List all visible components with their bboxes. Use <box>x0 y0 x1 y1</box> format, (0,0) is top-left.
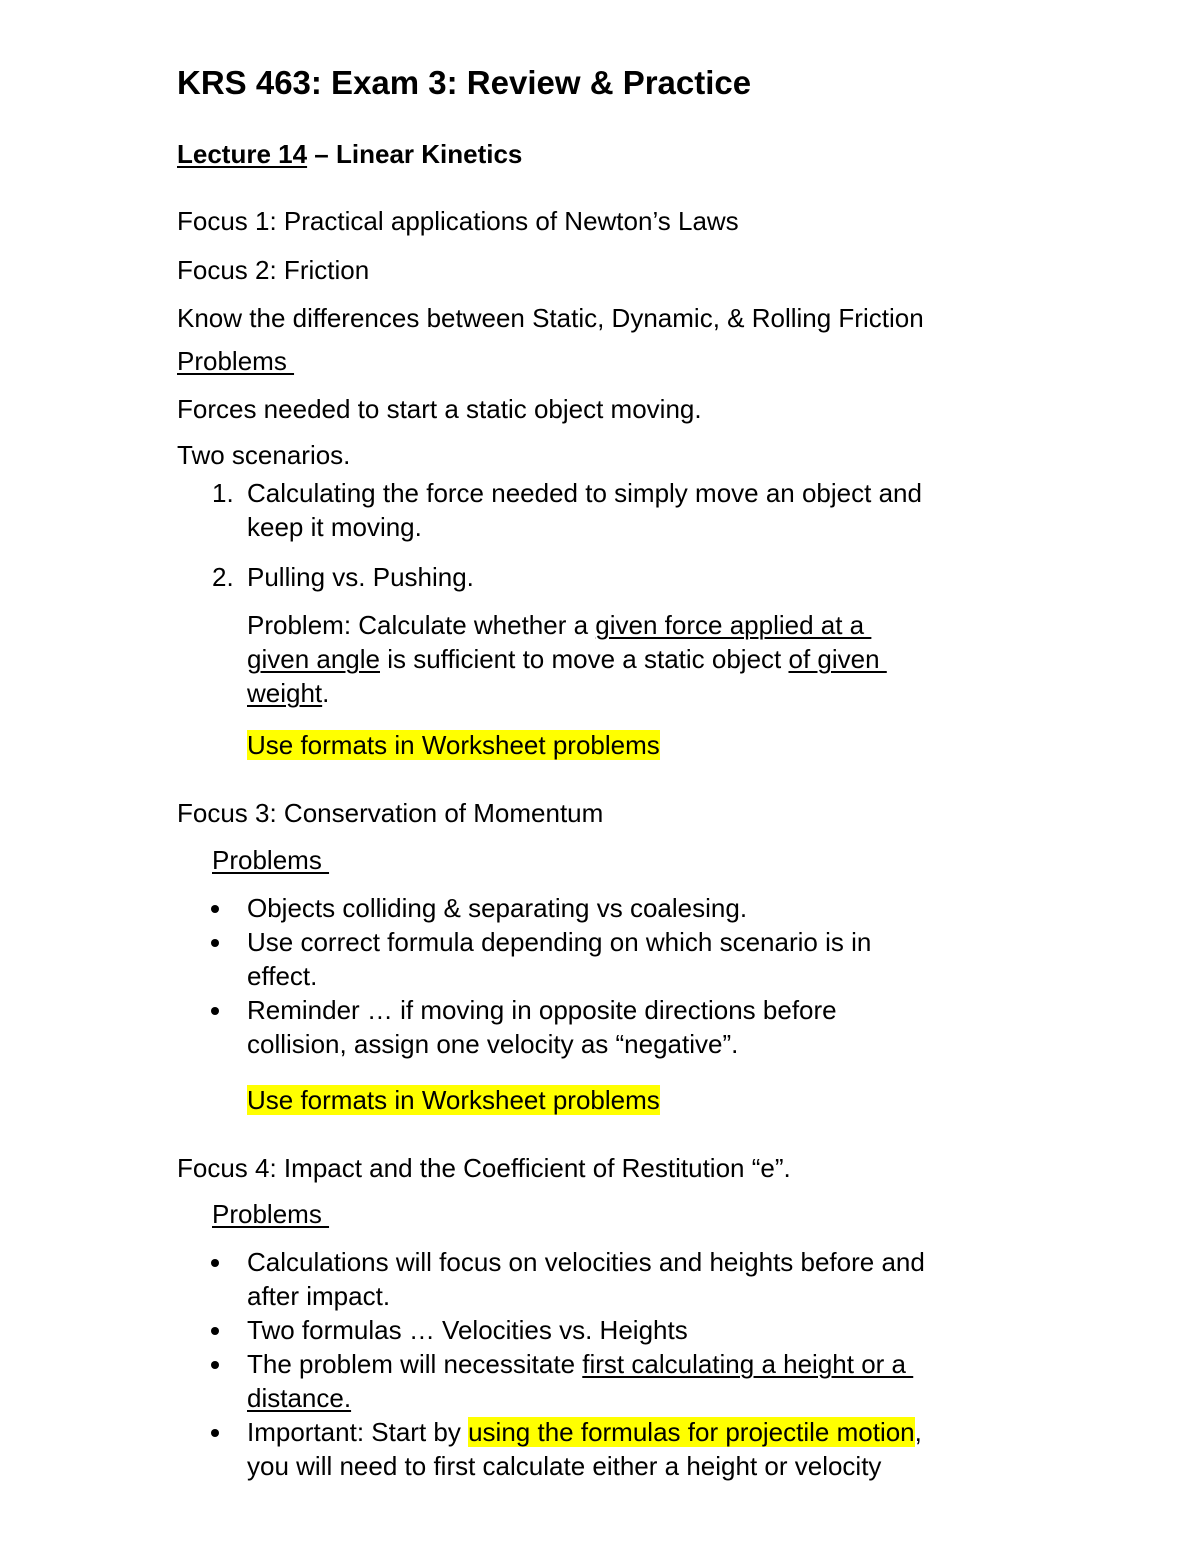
focus2-two-scenarios: Two scenarios. <box>177 440 351 470</box>
problem-underline: weight <box>247 678 323 708</box>
focus2-problems-label: Problems <box>177 346 295 376</box>
bullet-icon <box>211 1429 219 1437</box>
list-item-line: Calculating the force needed to simply move an object and <box>247 478 922 508</box>
bullet-item-line: Reminder … if moving in opposite directions before <box>247 995 837 1025</box>
focus4-heading: Focus 4: Impact and the Coefficient of Restitution “e”. <box>177 1153 791 1183</box>
problem-underline: given force applied at a <box>595 610 872 640</box>
bullet-item-line: after impact. <box>247 1281 391 1311</box>
bullet-item-line: collision, assign one velocity as “negative”. <box>247 1029 739 1059</box>
bullet-item-line: distance. <box>247 1383 352 1413</box>
list-number: 2. <box>212 562 234 592</box>
highlighted-note: Use formats in Worksheet problems <box>247 730 660 760</box>
bullet-item-line <box>247 1419 922 1445</box>
bullet-text: Important: Start by <box>247 1417 469 1447</box>
focus3-problems-label: Problems <box>212 845 330 875</box>
bullet-icon <box>211 1007 219 1015</box>
bullet-text: The problem will necessitate <box>247 1349 583 1379</box>
focus4-problems-label: Problems <box>212 1199 330 1229</box>
bullet-icon <box>211 1361 219 1369</box>
bullet-icon <box>211 1327 219 1335</box>
list-number: 1. <box>212 478 234 508</box>
list-item-line: Pulling vs. Pushing. <box>247 562 474 592</box>
bullet-item-line: Use correct formula depending on which scenario is in <box>247 927 872 957</box>
lecture-dash: – <box>307 139 336 169</box>
list-item-line: keep it moving. <box>247 512 422 542</box>
problem-underline: of given <box>788 644 887 674</box>
focus2-know: Know the differences between Static, Dynamic, & Rolling Friction <box>177 303 924 333</box>
bullet-item-line: you will need to first calculate either a height or velocity <box>247 1451 882 1481</box>
focus2-problem-line <box>247 646 887 672</box>
focus2-problem-line <box>247 612 871 638</box>
bullet-text: , <box>914 1417 922 1447</box>
bullet-item-line: effect. <box>247 961 318 991</box>
highlighted-phrase: using the formulas for projectile motion <box>468 1417 915 1447</box>
highlighted-note: Use formats in Worksheet problems <box>247 1085 660 1115</box>
problem-text: . <box>322 678 330 708</box>
focus2-problem-line <box>247 680 329 706</box>
page-title: KRS 463: Exam 3: Review & Practice <box>177 64 752 101</box>
problem-text: is sufficient to move a static object <box>380 644 789 674</box>
focus2-heading: Focus 2: Friction <box>177 255 370 285</box>
bullet-icon <box>211 905 219 913</box>
bullet-item-line: Calculations will focus on velocities and heights before and <box>247 1247 925 1277</box>
lecture-topic: Linear Kinetics <box>336 139 523 169</box>
bullet-icon <box>211 1259 219 1267</box>
bullet-item-line <box>247 1351 913 1377</box>
problem-text: Problem: Calculate whether a <box>247 610 596 640</box>
lecture-heading <box>177 141 522 167</box>
focus1-heading: Focus 1: Practical applications of Newton’s Laws <box>177 206 739 236</box>
focus2-note <box>247 732 660 758</box>
focus3-note <box>247 1087 660 1113</box>
bullet-item-line: Two formulas … Velocities vs. Heights <box>247 1315 688 1345</box>
bullet-icon <box>211 939 219 947</box>
focus3-heading: Focus 3: Conservation of Momentum <box>177 798 604 828</box>
bullet-underline: first calculating a height or a <box>582 1349 914 1379</box>
bullet-item-line: Objects colliding & separating vs coalesing. <box>247 893 748 923</box>
problem-underline: given angle <box>247 644 380 674</box>
lecture-label: Lecture 14 <box>177 139 308 169</box>
focus2-forces: Forces needed to start a static object moving. <box>177 394 702 424</box>
